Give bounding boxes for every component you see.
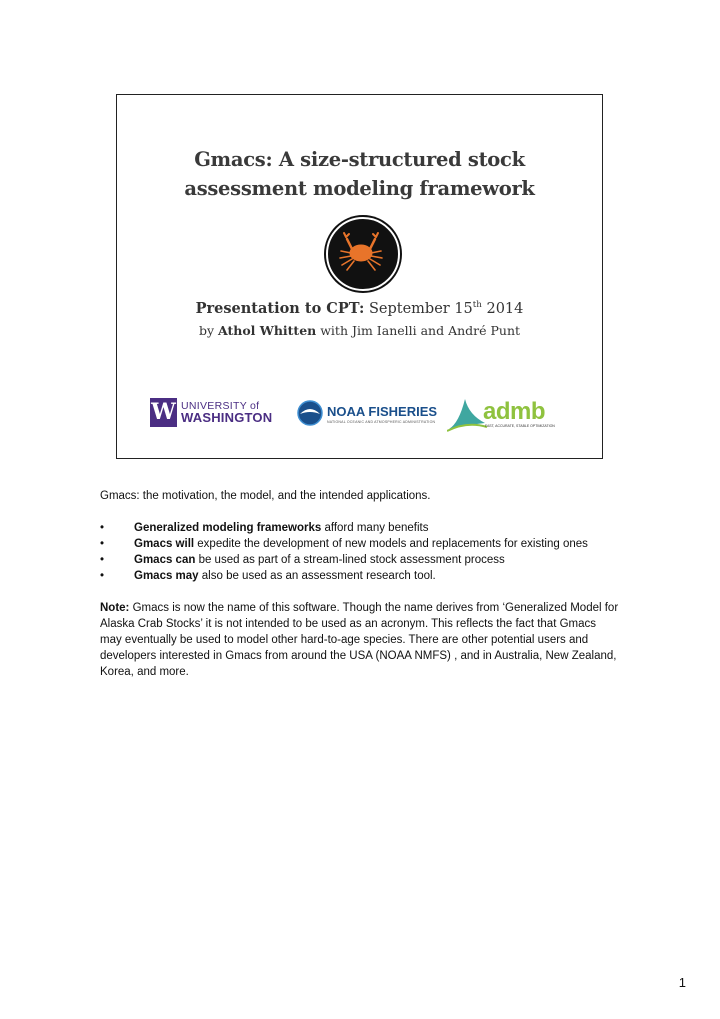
bullet-bold: Gmacs may [134, 570, 199, 582]
admb-subtitle: FAST, ACCURATE, STABLE OPTIMIZATION [485, 424, 555, 428]
notes-intro: Gmacs: the motivation, the model, and the intended applications. [100, 490, 431, 502]
list-item [100, 536, 620, 552]
list-item [100, 520, 620, 536]
bullet-text: afford many benefits [321, 522, 429, 534]
bullet-text: be used as part of a stream-lined stock assessment process [195, 554, 505, 566]
bullet-text: also be used as an assessment research tool. [198, 570, 436, 582]
slide-title-line2: assessment modeling framework [184, 177, 535, 200]
gmacs-logo [326, 217, 400, 291]
crab-icon [338, 231, 384, 273]
note-paragraph [100, 600, 620, 680]
speaker-notes [100, 488, 620, 680]
presentation-date: September 15 [364, 301, 473, 317]
presentation-line [117, 300, 602, 317]
note-text: Gmacs is now the name of this software. Though the name derives from ‘Generalized Model for Alaska Crab Stocks’ it is not intended to be used as an acronym. This reflects the fact that Gmacs may eventually be used to model other hard-to-age species. There are other potential users and developers interested in Gmacs from around the USA (NOAA NMFS) , and in Australia, New Zealand, Korea, and more. [100, 602, 619, 678]
presentation-label: Presentation to CPT: [195, 300, 365, 317]
admb-peak-icon [447, 393, 487, 433]
noaa-logo [297, 400, 438, 431]
notes-bullet-list [100, 520, 620, 584]
bullet-icon: • [100, 570, 105, 582]
bullet-icon: • [100, 522, 105, 534]
uw-line2: WASHINGTON [181, 410, 273, 425]
presentation-date-suffix: th [472, 300, 482, 311]
admb-name: admb [483, 398, 546, 425]
bullet-icon: • [100, 538, 105, 550]
bullet-bold: Gmacs can [134, 554, 196, 566]
slide-thumbnail [116, 94, 603, 459]
noaa-subtitle: NATIONAL OCEANIC AND ATMOSPHERIC ADMINISTRATION [327, 420, 436, 424]
page-number: 1 [678, 975, 686, 990]
admb-logo [447, 393, 555, 438]
authors-line [117, 323, 602, 338]
co-authors: with Jim Ianelli and André Punt [316, 323, 521, 338]
note-label: Note: [100, 602, 130, 614]
uw-wordmark [181, 400, 272, 424]
uw-w-mark: W [151, 399, 176, 425]
bullet-bold: Generalized modeling frameworks [134, 522, 322, 534]
presentation-year: 2014 [481, 301, 524, 317]
lead-author: Athol Whitten [218, 323, 317, 338]
bullet-bold: Gmacs will [134, 538, 195, 550]
slide-title [117, 145, 602, 203]
list-item [100, 568, 620, 584]
uw-line1: UNIVERSITY of [181, 400, 260, 412]
by-label: by [198, 323, 218, 338]
noaa-emblem-icon [297, 400, 323, 426]
bullet-icon: • [100, 554, 105, 566]
slide-title-line1: Gmacs: A size-structured stock [194, 148, 525, 171]
noaa-name: NOAA FISHERIES [327, 404, 438, 419]
bullet-text: expedite the development of new models and replacements for existing ones [194, 538, 588, 550]
list-item [100, 552, 620, 568]
